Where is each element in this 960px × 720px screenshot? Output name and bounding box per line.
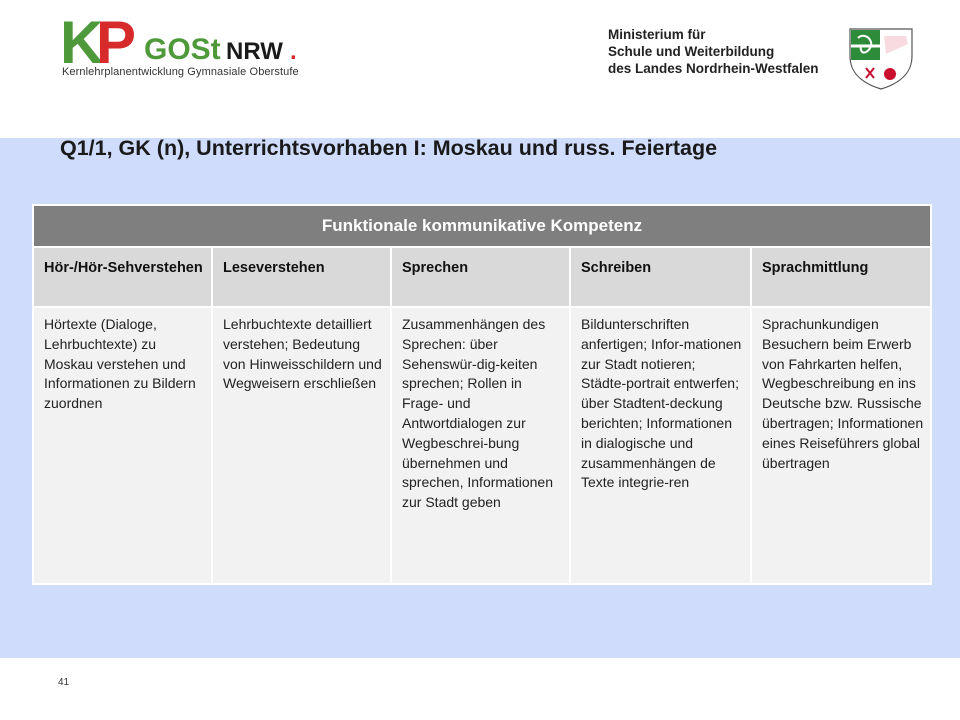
column-header: Leseverstehen [212,247,391,307]
nrw-crest-icon [846,26,916,95]
table-cell: Bildunterschriften anfertigen; Infor-mationen zur Stadt notieren; Städte-portrait entwerfen; über Stadtent-deckung berichten; Informationen in dialogische und zusammenhängen de Texte integrie-ren [570,307,751,584]
table-header-row [33,247,931,307]
column-header: Schreiben [570,247,751,307]
ministry-line-3: des Landes Nordrhein-Westfalen [608,61,819,76]
logo-letter-k: K [60,13,104,69]
ministry-line-2: Schule und Weiterbildung [608,44,775,59]
column-header: Hör-/Hör-Sehverstehen [33,247,212,307]
table-cell: Lehrbuchtexte detailliert verstehen; Bedeutung von Hinweisschildern und Wegweisern erschließen [212,307,391,584]
column-header: Sprachmittlung [751,247,931,307]
logo-dot: . [290,38,297,65]
table-row [33,307,931,584]
page-number: 41 [58,677,70,688]
column-header: Sprechen [391,247,570,307]
kp-gost-nrw-logo [60,13,310,69]
table-cell: Sprachunkundigen Besuchern beim Erwerb von Fahrkarten helfen, Wegbeschreibung en ins Deutsche bzw. Russische übertragen; Informationen eines Reiseführers global übertragen [751,307,931,584]
logo-subtitle: Kernlehrplanentwicklung Gymnasiale Oberstufe [62,66,299,78]
competence-table [32,204,932,585]
ministry-name [608,26,819,77]
table-cell: Hörtexte (Dialoge, Lehrbuchtexte) zu Moskau verstehen und Informationen zu Bildern zuordnen [33,307,212,584]
logo-nrw: NRW [226,38,283,65]
logo-letter-p: P [96,13,137,69]
ministry-line-1: Ministerium für [608,27,706,42]
table-title: Funktionale kommunikative Kompetenz [33,205,931,247]
table-cell: Zusammenhängen des Sprechen: über Sehenswür-dig-keiten sprechen; Rollen in Frage- und Antwortdialogen zur Wegbeschrei-bung übernehmen und sprechen, Informationen zur Stadt geben [391,307,570,584]
page-title: Q1/1, GK (n), Unterrichtsvorhaben I: Moskau und russ. Feiertage [60,136,718,160]
logo-gost: GOSt [144,33,221,66]
